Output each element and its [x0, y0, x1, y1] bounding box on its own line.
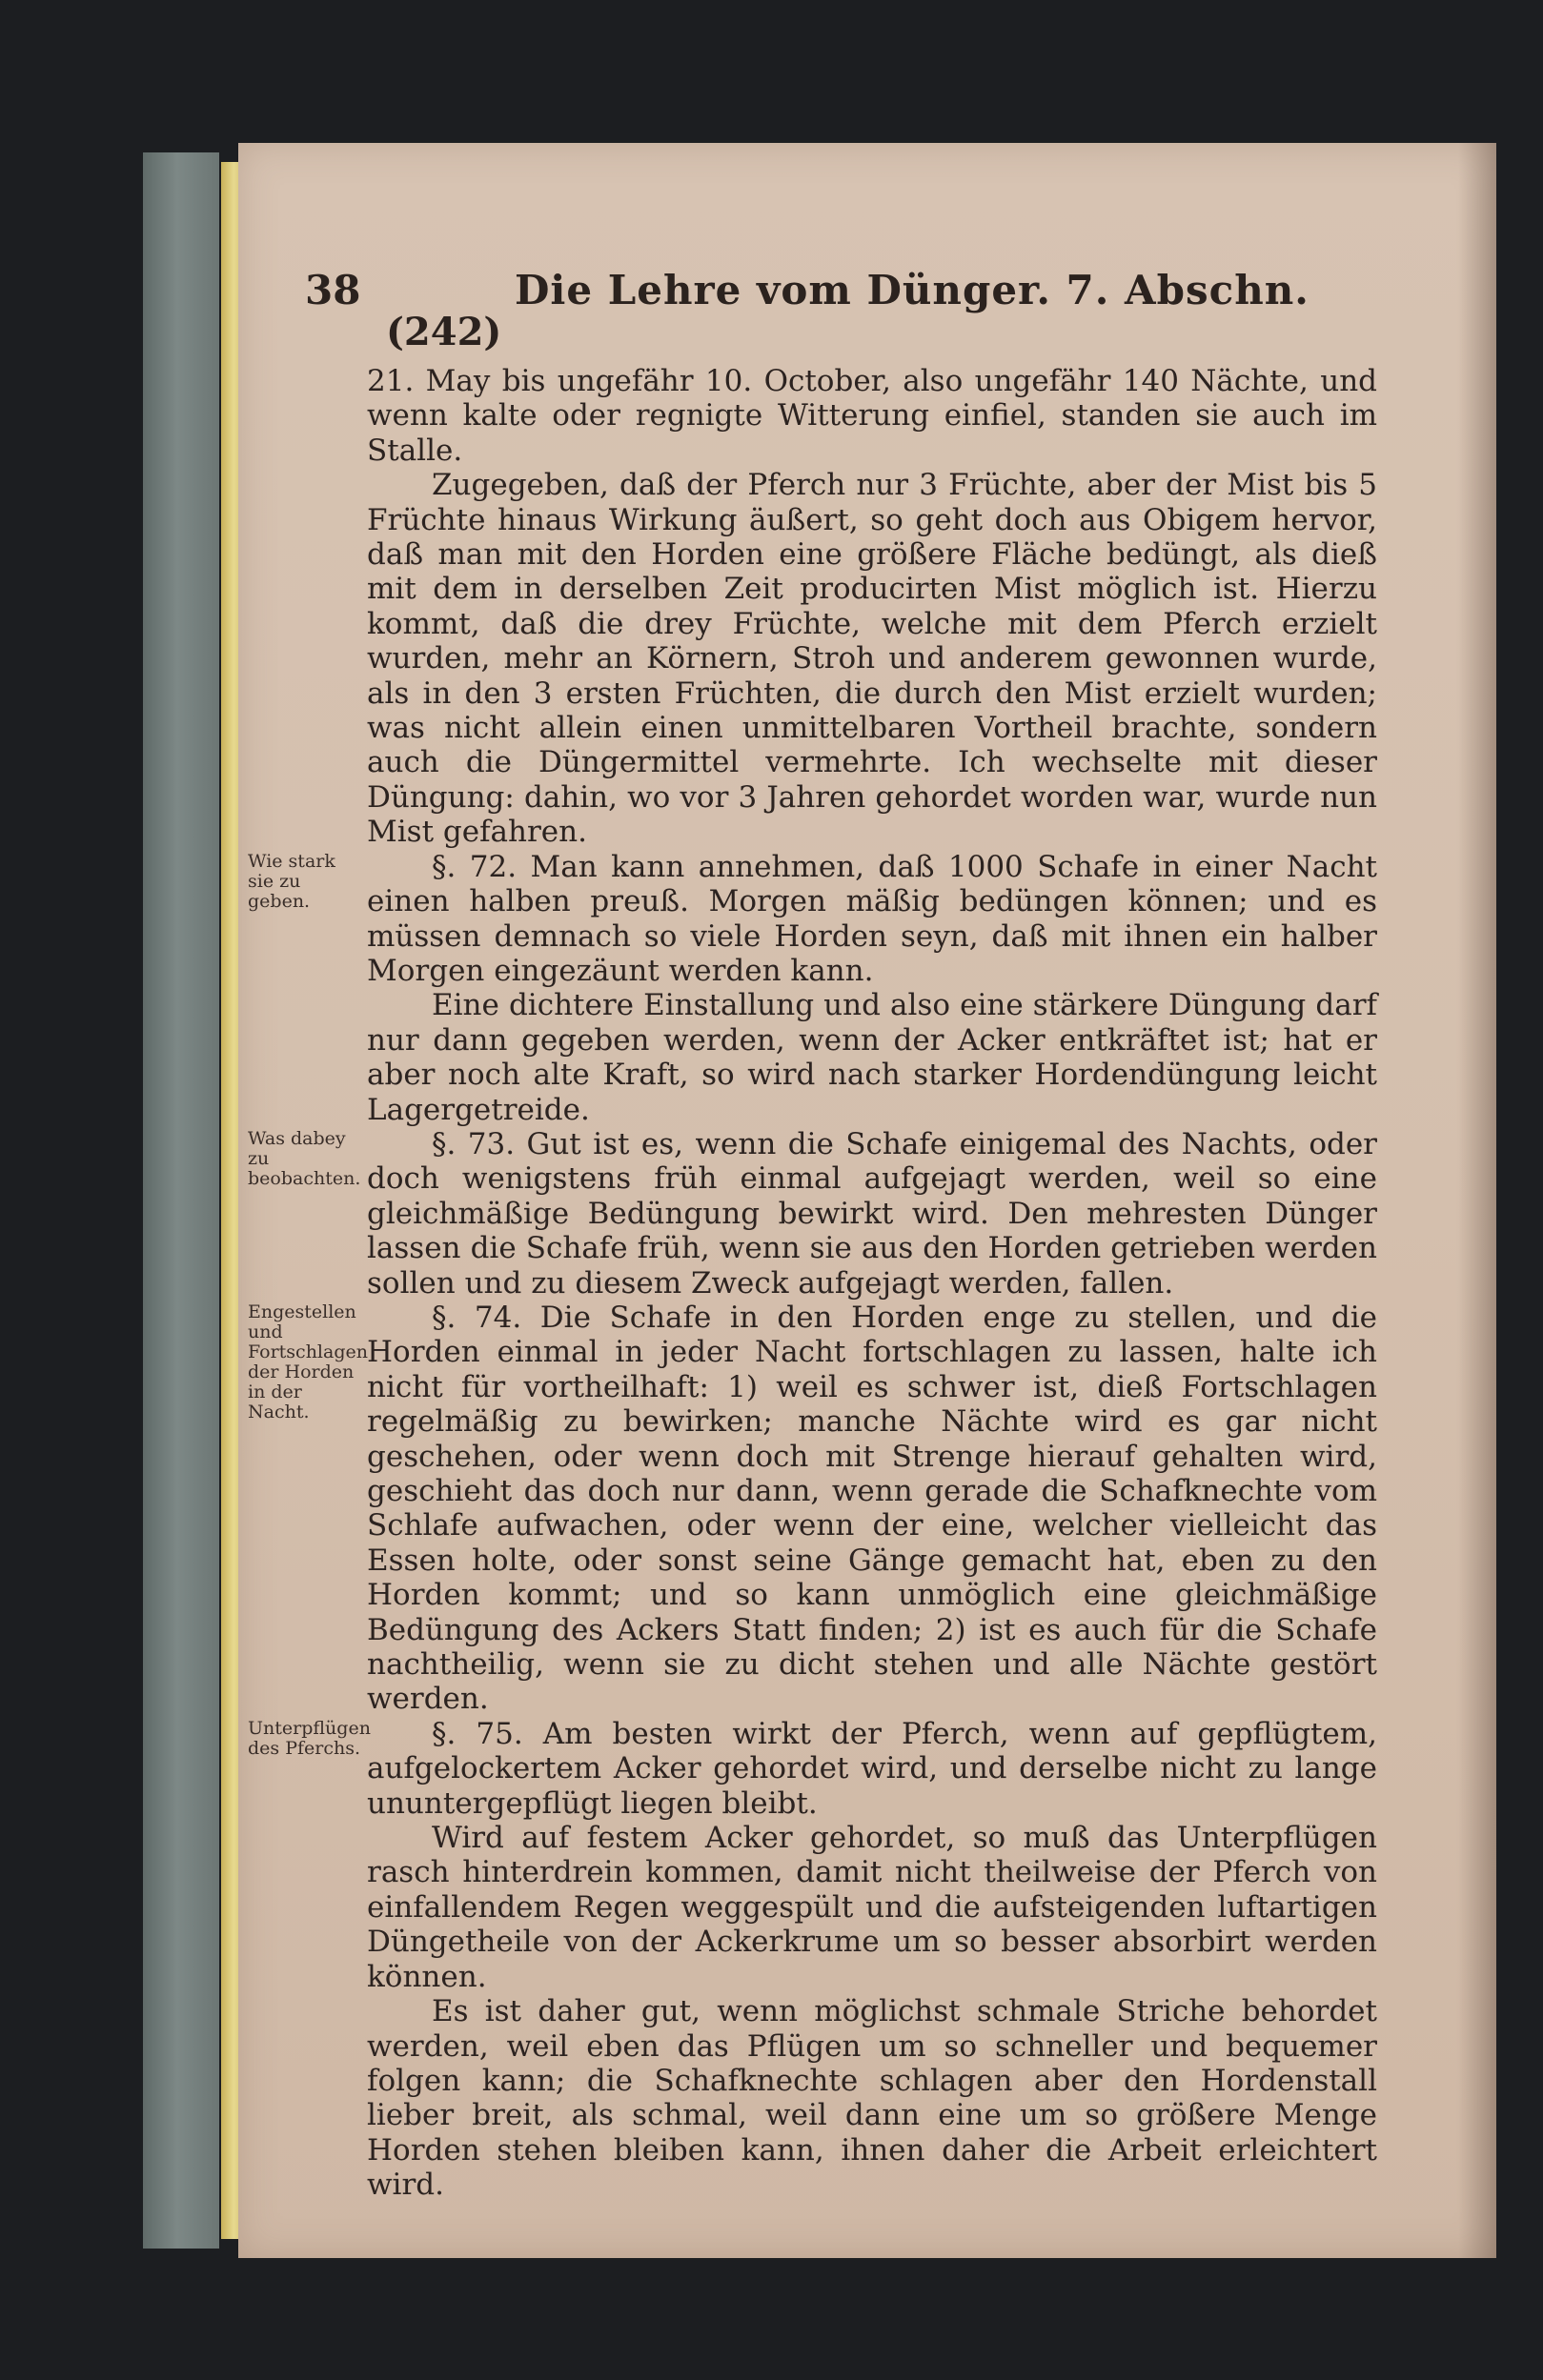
- paragraph: 21. May bis ungefähr 10. October, also ungefähr 140 Nächte, und wenn kalte oder regnigte Witterung einfiel, standen sie auch im Stalle.: [367, 364, 1377, 468]
- paragraph: Eine dichtere Einstallung und also eine stärkere Düngung darf nur dann gegeben werden, wenn der Acker entkräftet ist; hat er aber noch alte Kraft, so wird nach starker Hordendüngung leicht Lagergetreide.: [367, 988, 1377, 1127]
- text-block: [367, 1821, 1377, 1994]
- book-spine-edge: [143, 152, 219, 2249]
- text-block: [367, 364, 1377, 468]
- page-number: 38: [305, 267, 361, 313]
- margin-note: Wie stark sie zu geben.: [248, 850, 335, 912]
- paragraph: Wird auf festem Acker gehordet, so muß das Unterpflügen rasch hinterdrein kommen, damit nicht theilweise der Pferch von einfallendem Regen weggespült und die aufsteigenden luftartigen Düngetheile von der Ackerkrume um so besser absorbirt werden können.: [367, 1821, 1377, 1994]
- paragraph: Es ist daher gut, wenn möglichst schmale Striche behordet werden, weil eben das Pflügen um so schneller und bequemer folgen kann; die Schafknechte schlagen aber den Hordenstall lieber breit, als schmal, weil dann eine um so größere Menge Horden stehen bleiben kann, ihnen daher die Arbeit erleichtert wird.: [367, 1994, 1377, 2203]
- text-block: [248, 1126, 1377, 1301]
- text-block: [248, 1716, 1377, 1821]
- signature-mark: (242): [386, 310, 502, 354]
- body-text: [248, 364, 1377, 2203]
- text-block: [367, 1994, 1377, 2202]
- book-page: [238, 143, 1496, 2258]
- paragraph: §. 73. Gut ist es, wenn die Schafe einigemal des Nachts, oder doch wenigstens früh einmal aufgejagt werden, weil so eine gleichmäßige Bedüngung bewirkt wird. Den mehresten Dünger lassen die Schafe früh, wenn sie aus den Horden getrieben werden sollen und zu diesem Zweck aufgejagt werden, fallen.: [367, 1126, 1377, 1301]
- page-shadow: [1458, 143, 1496, 2258]
- text-block: [367, 988, 1377, 1127]
- paragraph: §. 74. Die Schafe in den Horden enge zu stellen, und die Horden einmal in jeder Nacht fortschlagen zu lassen, halte ich nicht für vortheilhaft: 1) weil es schwer ist, dieß Fortschlagen regelmäßig zu bewirken; manche Nächte wird es gar nicht geschehen, oder wenn doch mit Strenge hierauf gehalten wird, geschieht das doch nur dann, wenn gerade die Schafknechte vom Schlafe aufwachen, oder wenn der eine, welcher vielleicht das Essen holte, oder sonst seine Gänge gemacht hat, eben zu den Horden kommt; und so kann unmöglich eine gleichmäßige Bedüngung des Ackers Statt finden; 2) ist es auch für die Schafe nachtheilig, wenn sie zu dicht stehen und alle Nächte gestört werden.: [367, 1300, 1377, 1717]
- text-block: [367, 468, 1377, 849]
- paragraph: Zugegeben, daß der Pferch nur 3 Früchte, aber der Mist bis 5 Früchte hinaus Wirkung äußert, so geht doch aus Obigem hervor, daß man mit den Horden eine größere Fläche bedüngt, als dieß mit dem in derselben Zeit producirten Mist möglich ist. Hierzu kommt, daß die drey Früchte, welche mit dem Pferch erzielt wurden, mehr an Körnern, Stroh und anderem gewonnen wurde, als in den 3 ersten Früchten, die durch den Mist erzielt wurden; was nicht allein einen unmittelbaren Vortheil brachte, sondern auch die Düngermittel vermehrte. Ich wechselte mit dieser Düngung: dahin, wo vor 3 Jahren gehordet worden war, wurde nun Mist gefahren.: [367, 468, 1377, 850]
- text-block: [248, 849, 1377, 989]
- running-title: Die Lehre vom Dünger. 7. Abschn.: [515, 267, 1310, 313]
- margin-note: Engestellen und Fortschlagen der Horden in der Nacht.: [248, 1301, 368, 1422]
- paragraph: §. 75. Am besten wirkt der Pferch, wenn auf gepflügtem, aufgelockertem Acker gehordet wird, und derselbe nicht zu lange ununtergepflügt liegen bleibt.: [367, 1716, 1377, 1821]
- paragraph: §. 72. Man kann annehmen, daß 1000 Schafe in einer Nacht einen halben preuß. Morgen mäßig bedüngen können; und es müssen demnach so viele Horden seyn, daß mit ihnen ein halber Morgen eingezäunt werden kann.: [367, 849, 1377, 988]
- text-block: [248, 1300, 1377, 1717]
- margin-note: Was dabey zu beobachten.: [248, 1127, 361, 1189]
- margin-note: Unterpflügen des Pferchs.: [248, 1717, 371, 1759]
